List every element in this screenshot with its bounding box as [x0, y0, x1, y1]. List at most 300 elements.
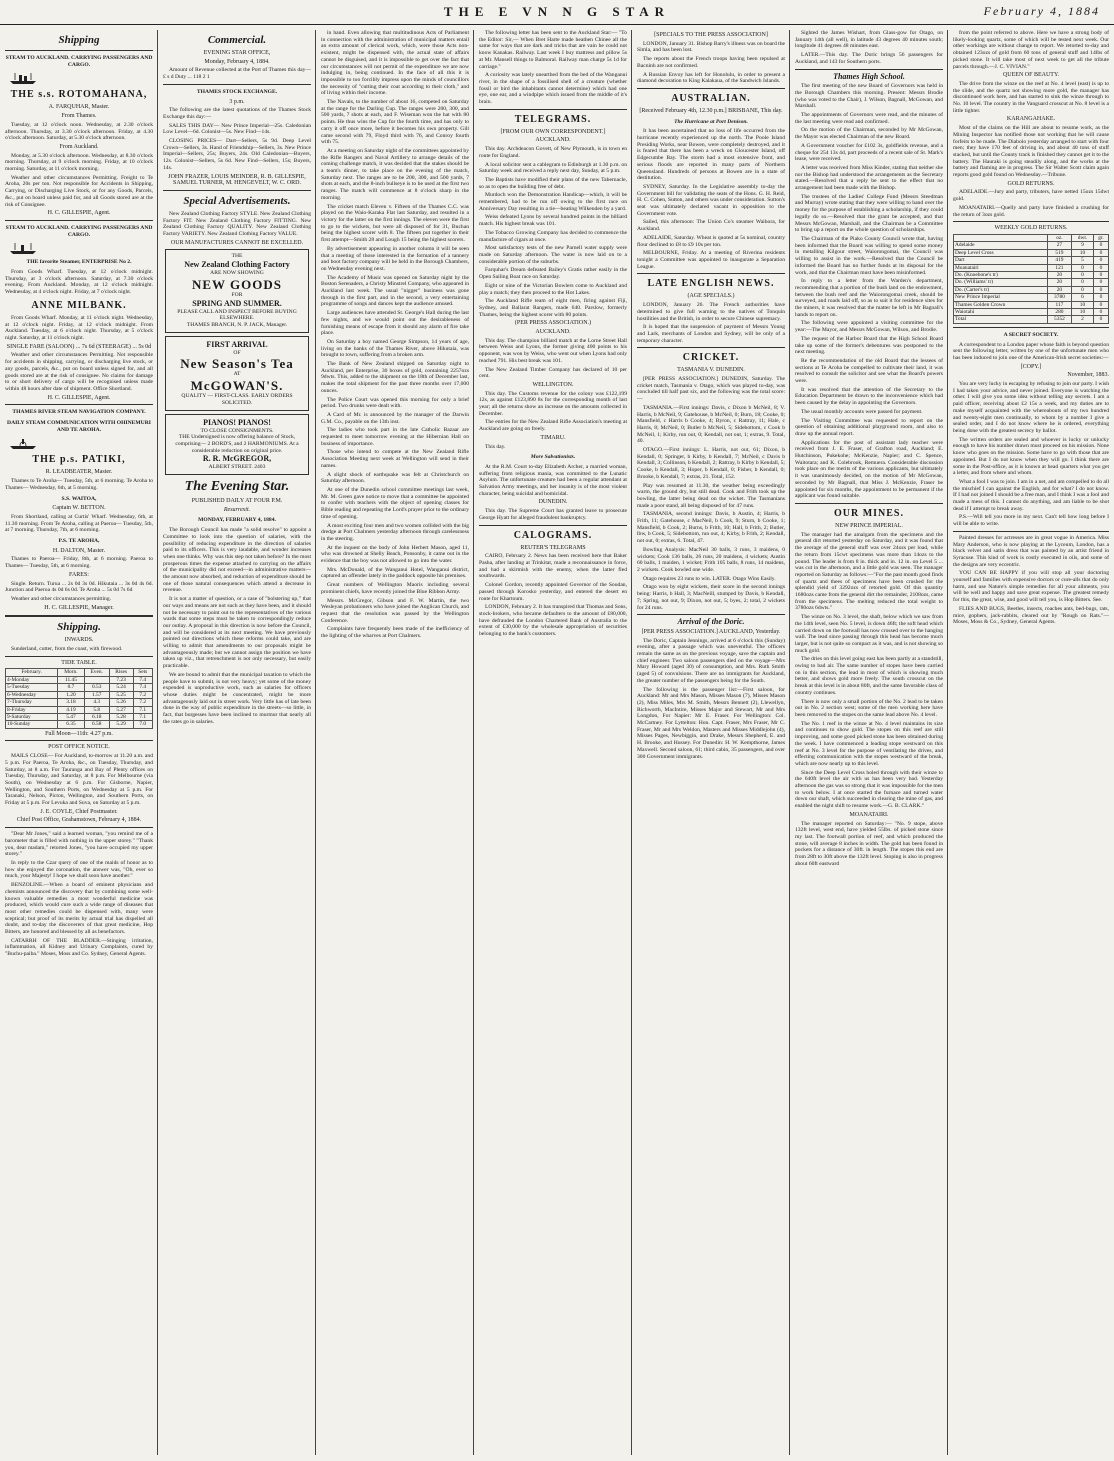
- paper-title: The Evening Star.: [184, 479, 290, 495]
- agent-name: H. C. GILLESPIE, Manager.: [44, 604, 114, 611]
- tide-table-cell: 5.25: [109, 691, 133, 698]
- tide-table-cell: 1.57: [84, 691, 109, 698]
- gold-table-cell: 121: [1047, 264, 1071, 271]
- gold-table-cell: 2: [1072, 316, 1094, 323]
- ad-body: THE Undersigned is now offering balance of Stock, comprising— 2 BORD'S, and 2 HARMONIUMS. At a considerable reduction on original price.: [175, 434, 299, 454]
- tide-table-cell: 5.24: [109, 684, 133, 691]
- ship-master: Captain W. BETTON.: [52, 505, 106, 512]
- paragraph: OTAGO.—First innings: L. Harris, not out, 61; Dixon, b Kendall, 0; Springer, b Kirby, b Kendall, 7; McNeil, c Davis b Kendall, 3; Collinson, b Kendall, 2; Rattray, b Kirby b Kendall, 5; Cooke, b Kendall, 3; Hoper, b Kendall, 0; Fisher, b Kendall, 0; Brooke, b Kendall, 7; extras, 21. Total, 152.: [637, 447, 785, 480]
- agent-name: H. C. GILLESPIE, Agent.: [47, 210, 111, 217]
- paragraph: This day. The Customs revenue for the colony was £122,199 12s, as against £123,890 8s for the corresponding month of last year; all the returns show an increase on the amounts collected in December.: [479, 390, 627, 417]
- column-australian-cricket: [637, 30, 785, 1455]
- gold-table-cell: Adelaide: [954, 242, 1048, 249]
- fare-line: SINGLE FARE (SALOON) ... 7s 6d (STEERAGE) ... 5s 0d: [6, 343, 152, 350]
- tide-table-cell: 5.29: [109, 721, 133, 728]
- paragraph: Otago requires 23 runs to win. LATER. Otago Wins Easily.: [643, 575, 776, 582]
- tide-table-row: [6, 706, 153, 713]
- ad-title: FIRST ARRIVAL: [206, 339, 268, 349]
- paragraph: The request of the Harbor Board that the High School Board take up some of the former's debentures was postponed to the next meeting.: [795, 335, 943, 356]
- paragraph: The Navals, to the number of about 16, competed on Saturday at the range for the Darling Cup. The ranges were 200, 300, and 500 yards, 7 shots at each, and F. Wiseman won the hat with 80 points. He thus wins the Cup for the fourth time, and has only to carry it off once more, before it becomes his own property. Gill came second with 79, Floyd third with 76, and Conroy fourth with 75.: [321, 99, 469, 146]
- ship-name: THE s.s. ROTOMAHANA,: [10, 89, 148, 101]
- paragraph: "Dear Mr Jones," said a learned woman, "you remind me of a barometer that is filled with nothing in the upper storey." "Thank you, dear madam," retorted Jones, "you have occupied my upper storey.": [5, 831, 153, 858]
- paragraph: A Government voucher for £102 3s, goldfields revenue, and a cheque for 254 13s 4d, part proceeds of a recent sale of St. Mark's lease, were received.: [795, 142, 943, 163]
- section-heading-shipping: Shipping: [58, 34, 100, 46]
- stock-exchange-heading: THAMES STOCK EXCHANGE.: [196, 88, 278, 95]
- paragraph: The Borough Council has made "a solid resolve" to appoint a Committee to look into the question of salaries, with the possibility of reducing expenditure in the direction of salaries paid to its officers. This is very laudable, and wonder increases when one thinks. Why was this step not taken before? In the most prosperous times the expense attached to carrying on the affairs of the municipality did not exceed—in administrative matters—the amount now absorbed, and reduction of expenditure should be one of those natural consequences which attend a decrease in revenue.: [163, 527, 311, 594]
- gold-table-cell: Do. (Carter's tr): [954, 286, 1048, 293]
- paragraph: The cricket match Eleven v. Fifteen of the Thames C.C. was played on the Waio-Karaka Flat last Saturday, and resulted in a victory for the latter on the first innings. The eleven were the first to go to the wickets, but were all disposed of for 31, Buchan being the highest scorer with 8. The fifteen put together in their first attempt—Smith 28 and Lough 15 being the highest scorers.: [321, 203, 469, 244]
- gold-table-cell: 20: [1047, 286, 1071, 293]
- ship-master: H. DALTON, Master.: [52, 547, 106, 554]
- gold-table-cell: 27: [1047, 242, 1071, 249]
- ship-name: P.S. TE AROHA,: [58, 538, 100, 545]
- gold-returns-heading: GOLD RETURNS.: [1007, 180, 1055, 187]
- gold-table-row: [954, 257, 1109, 264]
- ad-name: R. R. McGREGOR,: [202, 454, 272, 464]
- paragraph: BENZOLINE.—When a board of eminent physicians and chemists announced the discovery that by combining some well-known valuable remedies a most wonderful medicine was produced, which would cure such a wide range of diseases that most other remedies could be dispensed with, many were sceptical; but proof of its merits by actual trial has dispelled all doubt, and to-day the discoverers of that great medicine, Hop Bitters, are honored and blessed by all as benefactors.: [5, 882, 153, 936]
- fares-heading: FARES:: [69, 571, 89, 578]
- paragraph: LONDON, January 31. Bishop Barry's illness was on board the Simla, and has been lost.: [637, 40, 785, 54]
- paragraph: P.S.—Will tell you more in my next. Can't tell how long before I will be able to write.: [953, 514, 1109, 528]
- mine-heading: KARANGAHAKE.: [1006, 116, 1056, 123]
- cricket-heading: CRICKET.: [682, 352, 740, 364]
- paragraph: Messrs. McGregor, Gibson and F. W. Martin, the two Wesleyan probationers who have joined the Anglican Church, and request that the resolution was passed by the Wellington Conference.: [321, 597, 469, 624]
- telegrams-heading: TELEGRAMS.: [514, 113, 592, 125]
- our-mines-heading: OUR MINES.: [833, 508, 904, 519]
- gold-table-cell: 10: [1072, 249, 1094, 256]
- tide-table-cell: 0.7: [58, 684, 84, 691]
- column-rule: [631, 30, 632, 1455]
- gold-table-cell: 0: [1072, 279, 1094, 286]
- tide-table-cell: 7.4: [133, 684, 152, 691]
- ad-small-text: THE: [231, 253, 243, 260]
- paragraph: The Academy of Music was opened on Saturday night by the Boston Serenaders, a Christy Minstrel Company, who appeared in Auckland last week. The usual "nigger" business was gone through in the first part, and in the second, a very entertaining programme of songs and dances kept the audience amused.: [321, 274, 469, 308]
- tide-table-row: [6, 713, 153, 720]
- tide-table-heading: TIDE TABLE.: [61, 659, 97, 666]
- gold-table-row: [954, 294, 1109, 301]
- column-telegrams: [479, 30, 627, 1455]
- tide-table-cell: 7.1: [133, 713, 152, 720]
- gold-table-row: [954, 264, 1109, 271]
- gold-table-row: [954, 309, 1109, 316]
- australian-heading: AUSTRALIAN.: [671, 92, 751, 104]
- ad-heading: STEAM TO AUCKLAND. CARRYING PASSENGERS AND CARGO.: [5, 55, 153, 68]
- press-association-label: (PER PRESS ASSOCIATION.): [514, 320, 592, 327]
- column-mines-secret-society: [953, 30, 1109, 1455]
- paragraph: We are bound to admit that the municipal taxation to which the people have to submit, is not very heavy; yet some of the money expended is unproductive work, such as salaries for officers whose duties might be concentrated, might be more advantageously laid out in street work. Very little has of late been done in the way of public expenditure in the streets—so little, in fact, that burgesses have been inclined to murmur that nearly all the rates go in salaries.: [163, 671, 311, 725]
- column-shipping: [5, 30, 153, 1455]
- paragraph: It has been ascertained that no loss of life occurred from the hurricane recently experienced up the north. The Poole Island Presiding Works, near Bowen, were completely destroyed, and it is feared that there has been a wreck on Gloucester Island, off Edgecumbe Bay. The storm had a most extensive front, and serious floods are reported in many parts of Northern Queensland. Hundreds of persons at Bowen are in a state of destitution.: [637, 128, 785, 182]
- paragraph: The trustees of the Ladies' College Fund (Messrs Steedman and Murray) wrote stating that they were willing to hand over the money for the purpose of establishing a scholarship, if they could legally do so.—Resolved that the grant be accepted, and that Messrs McGowan, Marshall, and the Chairman be a Committee to bring up a report on the whole question of scholarships.: [795, 193, 943, 234]
- ship-name: THE p.s. PATIKI,: [32, 454, 126, 466]
- gold-table-cell: 0: [1093, 264, 1108, 271]
- pianos-ad: [165, 414, 309, 476]
- ship-name: S.S. WAITOA,: [61, 495, 97, 502]
- tide-table-cell: 7.4: [133, 676, 152, 683]
- office-heading: EVENING STAR OFFICE,: [203, 50, 271, 56]
- paragraph: At the inquest on the body of John Herbert Mason, aged 11, who was drowned at Shelly Beach, Ponsonby, it came out in the evidence that the boy was not allowed to go into the water.: [321, 544, 469, 565]
- article-heading: The Hurricane at Port Denison.: [674, 118, 748, 125]
- tide-table-cell: 3.18: [58, 699, 84, 706]
- schedule-label: From Thames.: [61, 113, 97, 120]
- clothing-factory-list: New Zealand Clothing Factory STYLE. New Zealand Clothing Factory FIT. New Zealand Clothing Factory FITTING. New Zealand Clothing Factory QUALITY. New Zealand Clothing Factory VARIETY. New Zealand Clothing Factory VALUE.: [163, 210, 311, 238]
- tide-table-cell: 9-Saturday: [6, 713, 58, 720]
- tide-table-column-header: Rises: [109, 669, 133, 676]
- tide-table-cell: 6.58: [84, 721, 109, 728]
- gold-table-cell: Waiotahi: [954, 309, 1048, 316]
- column-rule: [473, 30, 474, 1455]
- schedule-text: Monday, at 5.30 o'clock afternoon. Wednesday, at 8.30 o'clock morning. Thursday, at 9 o'clock morning. Friday, at 10 o'clock morning. Saturday, at 11 o'clock morning.: [5, 152, 153, 173]
- schedule-text: From Goods Wharf. Tuesday, at 12 o'clock midnight. Thursday, at 3 o'clock afternoon. Saturday, at 7.30 o'clock evening. From Auckland. Monday, at 12 o'clock midnight. Wednesday, at 4 o'clock night. Friday, at 7 o'clock night.: [5, 269, 153, 296]
- gold-table-cell: 0: [1072, 286, 1094, 293]
- paragraph: TASMANIA, second innings: Davis, b Austin, 4; Harris, b Frith, 11; Gatehouse, c MacNeil, b Cook, 9; Sturn, b Cooke, 1; Mansfield, b Cook, 2; Burns, b Frith, 10; Hall, b Frith, 2; Butler, lbw, b Cook, 5; Sidebottom, run out, 4; Kirby, b Frith, 2; Kendall, not out, 0; extras, 6. Total, 47.: [637, 511, 785, 545]
- gold-table-cell: 20: [1047, 279, 1071, 286]
- paragraph: Murdoch won the Demonstration Handicap—which, it will be remembered, had to be run off owing to the first race on Anniversary Day resulting in a tie—beating Wilkenden by a yard.: [479, 192, 627, 212]
- ad-headline: McGOWAN'S.: [190, 378, 284, 394]
- place-heading: AUCKLAND.: [535, 329, 571, 336]
- post-office-date: Chief Post Office, Grahamstown, February 4, 1884.: [16, 817, 142, 824]
- paragraph: ADELAIDE, Saturday. Wheat is quoted at 5s nominal, country flour declined to £8 to £9 10s per ton.: [637, 234, 785, 248]
- paragraph: You are very lucky in escaping by refusing to join our party. I wish I had taken your advice, and never joined. Everyone is watching the other. I will give you some idea without telling any secrets. I am a paid officer, receiving about £2 15s a week, and my duties are to make myself acquainted with the whereabouts of my two hundred and twenty-eight men continually, to whom by a number I give a sealed order, and I do not know where he is ordered, everything being done with the greatest secrecy by ballot.: [953, 381, 1109, 434]
- gold-table-row: [954, 249, 1109, 256]
- paragraph: Sighted the James Wishart, from Glass-gow for Otago, on January 14th (all well), in latitude 43 degrees 40 minutes south; longitude 41 degrees 48 minutes east.: [795, 30, 943, 50]
- paragraph: The manager had the amalgam from the specimens and the general dirt retorted yesterday on Saturday, and it was found that the average of the general stuff was over 24ozs per load, while the return from 15cwt specimens was more than 14ozs to the pound. The leader is from 8 in. thick and in. 12 in. on Level 5 ... was cut in the afternoon, and a little gold was seen. The manager reported on Saturday as follows:—"For the past month good finds of quartz and thees of specimens have been crushed for the splendid yield of 3292ozs of retorted gold. Of this quantity 1680ozs came from the general dirt the remainder, 2108ozs, came from the specimens. The melting reduced the total weight to 3780ozs 6dwts.": [795, 531, 943, 612]
- issue-date: February 4, 1884: [983, 4, 1100, 18]
- gold-table-cell: Dart: [954, 257, 1048, 264]
- tide-table-cell: 4.3: [84, 699, 109, 706]
- paragraph: On Saturday a boy named George Simpson, 14 years of age, living on the banks of the Thames River, above Hikutaia, was brought to town, suffering from a broken arm.: [321, 338, 469, 359]
- gold-table-cell: New Prince Imperial: [954, 294, 1048, 301]
- tide-table-cell: 10-Sunday: [6, 721, 58, 728]
- paragraph: There is now only a small portion of the No. 2 lead to be taken out in No. 2 section west; some of the men working here have been removed to the stopes on the same lead above No. 4 level.: [795, 698, 943, 718]
- tide-table-column-header: Morn.: [58, 669, 84, 676]
- secret-society-heading: A SECRET SOCIETY.: [1003, 331, 1059, 338]
- gold-table-cell: 0: [1093, 249, 1108, 256]
- gold-table-cell: 0: [1093, 309, 1108, 316]
- paragraph: The entries for the New Zealand Rifle Association's meeting at Auckland are going on freely.: [479, 419, 627, 433]
- paragraph: Sailed, this afternoon: The Union Co's steamer Waihora, for Auckland.: [637, 219, 785, 233]
- column-rule: [789, 30, 790, 1455]
- paragraph: The Tobacco Growing Company has decided to commence the manufacture of cigars at once.: [479, 229, 627, 243]
- paragraph: The following are the latest quotations of the Thames Stock Exchange this day:—: [163, 107, 311, 120]
- weekly-gold-table: [953, 234, 1109, 324]
- gold-table-row: [954, 242, 1109, 249]
- paragraph: This day.: [485, 443, 506, 450]
- paragraph: The Visiting Committee was requested to report on the question of obtaining additional playground room, and also to draw up the annual report.: [795, 417, 943, 437]
- column-high-school-mines: [795, 30, 943, 1455]
- revenue-text: Amount of Revenue collected at the Port of Thames this day— £ s d Duty ... 118 2 1: [163, 67, 311, 81]
- column-local-news: [321, 30, 469, 1455]
- paragraph: The New Zealand Timber Company has declared of 10 per cent.: [479, 366, 627, 380]
- paragraph: Most satisfactory tests of the new Parnell water supply were made on Saturday afternoon. The water is now laid on to a considerable portion of the suburbs.: [479, 245, 627, 265]
- paragraph: The dries on this level going east has been partly at a standstill, owing to bad air. The same number of stopes have been carried on in this section, the lead in most of which is showing much better, and shows gold more freely. The south crosscut on the break at this level is in about 80ft, and the same favorable class of country continues.: [795, 656, 943, 696]
- ad-subheading: DAILY STEAM COMMUNICATION WITH OHINEMURI AND TE AROHA.: [7, 420, 151, 433]
- paragraph: Otago won by eight wickets, their score in the second innings being: Harris, b Hall, 3; MacNeill, stumped by Davis, b Kendall, 7; Spring, not out, 9; Dixon, not out, 5; byes, 2; total, 2 wickets for 24 runs.: [637, 584, 785, 611]
- tide-table-cell: 7.1: [133, 706, 152, 713]
- post-office-text: MAILS CLOSE— For Auckland, to-morrow at 11.20 a.m. and 5 p.m. For Paeroa, Te Aroha, &c., on Tuesday, Thursday, and Saturday, at 8 a.m. For Tauranga and Bay of Plenty offices on Tuesday, Thursday, and Saturday, at 8 p.m. For Melbourne (via South), on Wednesday at 6 p.m. For Gisborne, Napier, Wellington, and Southern Ports, on Wednesday at 5 p.m. For Taranaki, Nelson, Picton, Wellington, and Southern Ports, on Friday at 5 p.m. For Levuka and Suva, on Saturday at 5 p.m.: [5, 753, 153, 807]
- paragraph: Farquhar's Dream defeated Bailey's Gratis rather easily in the Open Sailing Boat race on Saturday.: [479, 267, 627, 281]
- paragraph: Bowling Analysis: MacNeil 30 balls, 3 runs, 3 maidens, 0 wickets; Cook 136 balls, 26 runs, 20 maidens, 4 wickets; Austin 60 balls, 1 maiden, 1 wicket; Frith 105 balls, 8 runs, 14 maidens, 2 wickets. Cook bowled one wide.: [637, 546, 785, 573]
- ad-subtitle: TO CLOSE CONSIGNMENTS.: [200, 427, 274, 434]
- paper-motto: Resurrexit.: [223, 506, 251, 513]
- paragraph: The following is the passenger list:—First saloon, for Auckland: Mr and Mrs Mason, Misses Mason (7), Misses Mason (2), Miss Miles, Mrs M. Smith, Messrs Bennett (2), Llewellyn, Richworth, MacIntire, Misses Major and Stewart, Mr and Mrs Longdon, For Napier: Mr E. Fraser. For Wellington: Col. McCartney. For Lyttelton: Hon. Capt. Fraser, Mrs Fraser, Mr C. Fraser, Mr and Mrs Weldon, Masters and Misses Middlejohn (4), Misses Pages, Newbiggin, and Drake, Messrs Shepherd, E. and H. Brooke, and Hussey. For Dunedin: H. W. Kempthorne, James Maxwell. Second saloon, 61; third cabin, 35 passengers, and over 300 Government immigrants.: [637, 686, 785, 760]
- gold-table-column-header: [954, 234, 1048, 241]
- paragraph: ADELAIDE.—Jury and party, tributers, have netted 15ozs 15dwt gold.: [953, 189, 1109, 203]
- tide-table-cell: 7.0: [133, 721, 152, 728]
- notice-text: Weather and other circumstances Permitting. Not responsible for accidents in shipping, carrying, or discharging live stock, or any goods, parcels, &c., put on board unless signed for, and all goods stored are at the risk of consignee. No claims for damage to or short delivery of cargo will be recognised unless made within 48 hours after date of shipment. Office Shortland.: [5, 352, 153, 392]
- paragraph: At a meeting on Saturday night of the committees appointed by the Rifle Rangers and Naval Artillery to arrange details of the coming challenge match, it was decided that the stakes should be a team's dinner, to take place on the evening of the match, Saturday next. The ranges are to be 200, 300, and 500 yards, 7 shots at each, and the 8-inch bullseye is to be used at the first two ranges. The match will commence at 8 o'clock sharp in the morning.: [321, 147, 469, 201]
- paragraph: LONDON, February 2. It has transpired that Thomas and Sons, stock-brokers, who became defaulters to the amount of £80,000, have defrauded the London Chartered Bank of Australia to the extent of £30,000 by the wholesale appropriation of securities belonging to the bank's customers.: [479, 604, 627, 638]
- agent-name: H. C. GILLESPIE, Agent.: [47, 394, 111, 401]
- paragraph: It is hoped that the suspension of payment of Messrs Young and Lark, merchants of London and Sydney, will be only of a temporary character.: [637, 324, 785, 344]
- gold-table-cell: 0: [1093, 301, 1108, 308]
- paragraph: A Russian Envoy has left for Honolulu, in order to present a diamond decoration to King Kalakaua, of the Sandwich Islands.: [637, 71, 785, 85]
- paragraph: The Chairman of the Piako County Council wrote that, having been informed that the Board was willing to spend some money in metalling Kilgour street, Waiorongomai, the Council was willing to assist in the work.—Resolved that the Council be informed the Board has no further funds at its disposal for the work, and that the Chairman must have been misinformed.: [795, 235, 943, 276]
- paragraph: The usual monthly accounts were passed for payment.: [801, 408, 923, 415]
- clothing-factory-note: OUR MANUFACTURES CANNOT BE EXCELLED.: [170, 239, 304, 246]
- ad-subtitle: SPRING AND SUMMER.: [192, 298, 282, 308]
- paragraph: LONDON, January 26. The French authorities have determined to give full warning to the natives of Tonquin hostilities and the British, in order to secure Chinese supremacy.: [637, 302, 785, 322]
- gold-table-column-header: oz.: [1047, 234, 1071, 241]
- gold-table-cell: 0: [1093, 316, 1108, 323]
- paragraph: Great numbers of Wellington Maoris including several prominent chiefs, have recently joined the Blue Ribbon Army.: [321, 582, 469, 595]
- copy-label: [COPY.]: [1020, 363, 1042, 370]
- newspaper-title: THE E VN N G STAR: [443, 4, 671, 19]
- tide-table: [5, 668, 153, 728]
- paragraph: The first meeting of the new Board of Governors was held in the Borough Chambers this morning. Present: Messrs Brodie (who was voted to the Chair), J. Wilson, Bagnall, McGowan, and Marshall.: [795, 83, 943, 110]
- stock-exchange-time: 3 p.m.: [229, 98, 245, 105]
- weekly-gold-heading: WEEKLY GOLD RETURNS.: [994, 225, 1068, 232]
- gold-table-row: [954, 272, 1109, 279]
- notice-text: Weather and other circumstances permitting.: [11, 595, 112, 602]
- tide-table-cell: [84, 676, 109, 683]
- paragraph: The Police Court was opened this morning for only a brief period. Two drunks were dealt with.: [321, 396, 469, 410]
- paragraph: The following letter has been sent to the Auckland Star:— "To the Editor: Sir,— When Bret Harte made heathen Chinee all the same for ways that are dark and tricks that are vain he could not know Kanakas. Railway. Last week I buy mattress and pillow 5s at Mr. Mansell things to Balmoral. Railway man charge 5s 1d for carriage.": [479, 30, 627, 70]
- paragraph: This day. Archdeacon Govett, of New Plymouth, is in town en route for England.: [479, 146, 627, 159]
- stock-sales: SALES THIS DAY— New Prince Imperial—25s. Caledonian Low Level—6d. Colonist—5s. New Find—14s.: [163, 122, 311, 136]
- cablegrams-subheading: REUTER'S TELEGRAMS: [520, 544, 586, 551]
- ad-title: PIANOS! PIANOS!: [203, 417, 271, 427]
- ship-name: THE favorite Steamer, ENTERPRISE No 2.: [26, 259, 132, 266]
- schedule-text: Thames to Paeroa— Friday, 8th, at 6 morning. Paeroa to Thames— Tuesday, 5th, at 6 morning.: [5, 556, 153, 570]
- gold-table-cell: Do. (Knoebone's tr): [954, 272, 1048, 279]
- paragraph: The reports about the French troops having been repulsed at Bacninh are not confirmed.: [637, 56, 785, 69]
- ad-heading: STEAM TO AUCKLAND. CARRYING PASSENGERS AND CARGO.: [5, 224, 153, 238]
- paragraph: CATARRH OF THE BLADDER.—Stinging irritation, inflammation, all Kidney and Urinary Complaints, cured by "Buchu-paiba." Moses, Moss and Co. Sydney, General Agents.: [5, 937, 153, 958]
- gold-table-cell: Do. (Williams' tr): [954, 279, 1048, 286]
- ad-small-text: QUALITY — FIRST-CLASS. EARLY ORDERS SOLICITED.: [181, 393, 293, 406]
- paragraph: A local solicitor sent a cablegram to Edinburgh at 1.30 p.m. on Saturday week and received a reply next day, Sunday, at 5 p.m.: [479, 161, 627, 175]
- tide-table-cell: 7.2: [133, 699, 152, 706]
- late-english-news-heading: LATE ENGLISH NEWS.: [647, 278, 775, 290]
- gold-table-cell: 10: [1072, 301, 1094, 308]
- gold-table-column-header: dwt.: [1072, 234, 1094, 241]
- paragraph: Re the recommendation of the old Board that the lessees of sections at Te Aroha be compelled to cultivate their land, it was resolved to consult the solicitor and see what the Board's powers were.: [795, 357, 943, 385]
- paragraph: In reply to the Czar query of one of the maids of honor as to how she enjoyed the coronation, the answer was, "Oh, ever so much, your Majesty! I hope we shall soon have another.": [5, 859, 153, 880]
- specials-label: [SPECIALS TO THE PRESS ASSOCIATION]: [654, 32, 768, 38]
- ship-master: A. FARQUHAR, Master.: [48, 104, 110, 111]
- paragraph: Colonel Gordon, recently appointed Governor of the Soudan, passed through Korosko yesterday, and entered the desert en route for Khartoum.: [479, 582, 627, 602]
- post-office-heading: POST OFFICE NOTICE.: [48, 744, 110, 751]
- paragraph: The drive from the winze on the reef at No. 4 level (east) is up to the slide, and the quartz not showing more gold, the manager has discontinued work here, and has started to sink the winze through to No. 10 level. The country in the Vanguard crosscut at No. 8 level is a little tighter.: [953, 80, 1109, 114]
- notice-text: Weather and other circumstances Permitting. Freight to Te Aroha, 20s per ton. Not responsible for Accidents in Shipping, Carrying, or Discharging Live Stock, or for any Goods, Parcels, &c., put on board unless paid for, and all Goods stored are at the risk of Consignee.: [5, 174, 153, 208]
- paragraph: Since the Deep Level Cross holed through with their winze to the 640ft level the air with us has been very bad. Yesterday afternoon the gas was so strong that it was impossible for the men to work below. I at once started the furnace and turned water down our shaft, which succeeded in clearing the mine of gas, and enabled the night shift to resume work.—G. B. CLARK.": [795, 769, 943, 810]
- tide-table-cell: 11.45: [58, 676, 84, 683]
- gold-table-cell: Total: [954, 316, 1048, 323]
- paragraph: In reply to a letter from the Warden's department, recommending that a portion of the bush land on the endowment, between the bush reef and the Waiorongomai creek, should be surveyed, and roads laid off, so as to suit it for residence sites for the miners, it was resolved that the matter be left in Mr Bagnall's hands to report on.: [795, 278, 943, 318]
- paragraph: LATER.—This day. The Doric brings 56 passengers for Auckland, and 143 for Southern ports.: [795, 52, 943, 65]
- paragraph: Most of the claims on the Hill are about to resume work, as the Mining Inspector has notified those not working that he will cause forfeits to be made. The Diabolo yesterday arranged to start with four men; they have 170 feet of driving in, and about 40 tons of stuff stacked, but until the County track is finished they cannot get it to the battery. The Hauraki is going steadily along, and the works at the battery and flaming are in progress. The Sir Walter Scott claim again reports good gold found on Wednesday.—Tribune.: [953, 125, 1109, 179]
- mine-heading: QUEEN OF BEAUTY.: [1002, 72, 1060, 79]
- cricket-subheading: TASMANIA V. DUNEDIN.: [677, 367, 745, 374]
- ad-small-text: AT: [233, 371, 241, 378]
- tide-table-cell: 6-Wednesday: [6, 691, 58, 698]
- gold-table-cell: Deep Level Cross: [954, 249, 1048, 256]
- paragraph: It is not a matter of question, or a case of "bolstering up," that our ways and means are not such as they have been, and it should not be necessary to point out to the representatives of the various wards that some steps must be taken to correspondingly reduce our outlay. A proposal in this direction is now before the Council, and will be considered at its next meeting. We have previously pointed out directions which these reforms could take, and are willing to admit that amendments to our proposals might be advantageously made; but we cannot assign the position we have taken up viz., that retrenchment is not only necessary, but easily practicable.: [163, 596, 311, 670]
- gold-table-cell: 20: [1047, 272, 1071, 279]
- gold-table-cell: 117: [1047, 301, 1071, 308]
- gold-table-cell: 0: [1072, 272, 1094, 279]
- paragraph: in hand. Even allowing that multitudinous Acts of Parliament in connection with the administration of municipal matters entail an extra amount of clerical work, which, were those Acts non-existent, might be dispensed with, the actual state of affairs cannot be disguised, and it is impossible to get over the fact that our circumstances will not permit of the expenditure we are now indulging in, being continued. In the face of all this it is impossible to too forcibly impress upon the minds of councillors the necessity of "cutting their coat according to their cloth," and of living within their income.: [321, 30, 469, 97]
- paragraph: from the point referred to above. Here we have a strong body of likely-looking quartz, some of which will be tested next week. Our other workings are without change to report. We retorted to-day and obtained 123ozs of gold from 60 tons of general stuff and 14lbs of picked stone. It will take most of next week to get all the tribute parcels through.—J. C. VIVIAN.": [953, 30, 1109, 70]
- paragraph: A letter was received from Miss Kinder, stating that neither she nor the Bishop had understood the arrangements as the Secretary stated.—Resolved that a reply be sent to the effect that no arrangement had been made with the Bishop.: [795, 164, 943, 192]
- paragraph: The No. 1 reef in the winze at No. 4 level maintains its size and continues to show gold. The stopes on this reef are still improving, and some good picked stone has been obtained during the week. I have commenced a leading stope westward on this reef at No. 3 level for the purpose of ventilating the drives, and effecting communication with the stopes westward of the break, which are now nearly up to this level.: [795, 720, 943, 767]
- paragraph: Complaints have frequently been made of the inefficiency of the lighting of the wharves at Port Chalmers.: [321, 626, 469, 640]
- paragraph: YOU CAN BE HAPPY if you will stop all your doctoring yourself and families with expensive doctors or cure-alls that do only harm, and use Nature's simple remedies for all your ailments, you will be well and happy and save great expense. The greatest remedy for this, the great, wise, and good will tell you, is Hop Bitters. See.: [953, 570, 1109, 604]
- tide-table-cell: 4.19: [58, 706, 84, 713]
- tide-table-row: [6, 676, 153, 683]
- ad-branch: THAMES BRANCH, N. P. JACK, Manager.: [186, 321, 288, 328]
- tide-table-row: [6, 684, 153, 691]
- paragraph: [PER PRESS ASSOCIATION.] DUNEDIN, Saturday. The cricket match, Tasmania v. Otago, which was played to-day, was concluded till half past six, and the following was the total score:—: [637, 376, 785, 403]
- tide-table-cell: 1.20: [58, 691, 84, 698]
- place-heading: TIMARU.: [540, 434, 566, 441]
- gold-table-row: [954, 301, 1109, 308]
- paragraph: A slight shock of earthquake was felt at Christchurch on Saturday afternoon.: [321, 471, 469, 485]
- ad-title: New Zealand Clothing Factory: [184, 260, 290, 270]
- paragraph: The Auckland Rifle team of eight men, firing against Fiji, Sydney, and Ballarat Rangers, made 640. Parslow, formerly Thames, being the highest scorer with 80 points.: [479, 298, 627, 318]
- mine-heading: MOANATAIRI.: [849, 811, 889, 818]
- tide-table-row: [6, 699, 153, 706]
- paragraph: The Baptists have modified their plans of the new Tabernacle, so as to open the building free of debt.: [479, 176, 627, 190]
- section-heading-commercial: Commercial.: [207, 34, 267, 46]
- paragraph: This day. The champion billiard match at the Lorne Street Hall between Weiss and Lyons, the former giving 400 points to his opponent, was won by Weiss, who went out when Lyons had only reached 791. His best break was 101.: [479, 337, 627, 364]
- schedule-text: Thames to Te Aroha— Tuesday, 5th, at 6 morning. Te Aroha to Thames— Wednesday, 6th, at 5 morning.: [5, 478, 153, 491]
- paragraph: The written orders are sealed and whoever is lucky or unlucky enough to have his number drawn must proceed on his mission. None know who goes on the mission. Some have to go with those that are appointed. But I do not know when they will go. I think there are some in the Post-office, as it is known at head quarters what you get a letter, and from where and whom.: [953, 436, 1109, 477]
- column-rule: [315, 30, 316, 1455]
- paragraph: CAIRO, February 2. News has been received here that Baker Pasha, after landing at Trinkitat, made a reconnaissance in force, and had a skirmish with the enemy, when the latter fled southwards.: [479, 553, 627, 580]
- paragraph: The following were appointed a visiting committee for the year:—The Mayor, and Messrs McGowan, Wilson, and Brodie.: [795, 320, 943, 334]
- paragraph: MOANATAIRI.—Quelly and party have finished a crushing for the return of 3ozs gold.: [953, 204, 1109, 218]
- gold-table-row: [954, 316, 1109, 323]
- gold-table-cell: 0: [1072, 264, 1094, 271]
- paragraph: SYDNEY, Saturday. In the Legislative assembly to-day the Government bill for validating the seats of the Hons. G. H. Reid, H. C. Cohen, Sutton, and others was under consideration. Sutton's seat was ultimately declared vacant in opposition to the Government vote.: [637, 183, 785, 217]
- place-heading: DUNEDIN.: [538, 499, 568, 506]
- paragraph: Painted dresses for actresses are in great vogue in America. Miss Mary Anderson, who is now playing at the Lyceum, London, has a black velvet and satin dress that was painted by an artist friend in Syracuse. This kind of work is costly executed in oils, and some of the designs are very eccentric.: [953, 534, 1109, 568]
- ad-heading: THAMES RIVER STEAM NAVIGATION COMPANY.: [12, 409, 146, 416]
- paragraph: TASMANIA.—First innings: Davis, c Dixon b McNeil, 8; V. Harris, b McNeil, 9; Gatehouse, b McNeil, 0; Burn, 18; Cooke, 0; Mansfield, c Harris b Cooke, 4; Byron, c Rattray, 11; Hale, c Harris, 8; McNeil, 0; Butler b McNeil, 5; Sidebottom, c Cook b McNeil, 1; Kirby, run out, 0; Kendall, not out, 1; extras, 9. Total, 40.: [637, 404, 785, 445]
- paragraph: The ladies who took part in the late Catholic Bazaar are requested to meet tomorrow evening at the Hibernian Hall on business of importance.: [321, 427, 469, 447]
- tide-table-column-header: Even.: [84, 669, 109, 676]
- paragraph: By advertisement appearing in another column it will be seen that a meeting of those interested in the formation of a tannery and boot factory company will be held in the Borough Chambers, on Wednesday evening next.: [321, 245, 469, 272]
- broker-names: JOHN FRAZER, LOUIS MEINDER, R. B. GILLESPIE, SAMUEL TURNER, M. HENGEVELT, W. C. ORD.: [168, 173, 306, 187]
- gold-table-cell: 0: [1093, 294, 1108, 301]
- tide-table-row: [6, 721, 153, 728]
- paddle-steamer-icon: [9, 436, 37, 450]
- paper-subtitle: PUBLISHED DAILY AT FOUR P.M.: [191, 498, 283, 505]
- paragraph: The Doric, Captain Jennings, arrived at 6 o'clock this (Sunday) evening, after a passage which was uneventful. The officers remain the same as on the previous voyage, save the captain and chief engineer. Two saloon passengers died on the voyage—Mrs Mary Howard (aged 30) of consumption, and Mrs. Ruth Smith (aged 5) of convulsions. There are no immigrants for Auckland, the greater number of the passengers being for the South.: [637, 637, 785, 684]
- paragraph: MELBOURNE, Friday. At a meeting of Riverina residents tonight a Committee was appointed to inaugurate a Separation League.: [637, 250, 785, 270]
- tide-table-cell: 5.47: [58, 713, 84, 720]
- article-heading: More Salvationists.: [530, 454, 576, 461]
- tide-table-cell: 7.2: [133, 691, 152, 698]
- gold-table-cell: 0: [1093, 257, 1108, 264]
- ad-small-text: PLEASE CALL AND INSPECT BEFORE BUYING ELSEWHERE.: [177, 308, 297, 322]
- tide-table-cell: 0.53: [84, 684, 109, 691]
- cablegrams-heading: CALOGRAMS.: [513, 529, 593, 541]
- telegrams-subheading: [FROM OUR OWN CORRESPONDENT.]: [500, 128, 606, 135]
- gold-table-cell: 419: [1047, 257, 1071, 264]
- gold-table-cell: Thames Golden Crown: [954, 301, 1048, 308]
- gold-table-cell: 5: [1072, 257, 1094, 264]
- inwards-label: INWARDS.: [64, 637, 94, 644]
- ad-address: ALBERT STREET. 2403: [208, 464, 266, 471]
- gold-table-row: [954, 286, 1109, 293]
- place-heading: AUCKLAND.: [535, 137, 571, 144]
- doric-subheading: [PER PRESS ASSOCIATION.] AUCKLAND, Yesterday.: [641, 628, 781, 635]
- column-commercial: [163, 30, 311, 1455]
- masthead: [0, 0, 1114, 25]
- tide-table-column-header: February.: [6, 669, 58, 676]
- schedule-label: From Auckland.: [59, 143, 99, 150]
- australian-subheading: [Received February 4th, 12.30 p.m.] BRISBANE, This day.: [639, 107, 783, 114]
- inwards-text: Sunderland, cutter, from the coast, with firewood.: [11, 646, 123, 653]
- tide-table-cell: 5.26: [109, 699, 133, 706]
- postmaster-name: J. E. COYLE, Chief Postmaster.: [40, 808, 118, 815]
- doric-heading: Arrival of the Doric.: [677, 617, 745, 627]
- paragraph: The manager reported on Saturday:— "No. 9 stope, above 132ft level, west end, have yielded 55lbs. of picked stone since my last. The footwall portion of reef, and which produced the stone, will average 8 inches in width. The gold has been found in pockets for a distance of 30ft. in length. The stopes this end are from 28ft to 30ft above the 132ft level. Stoping is also in progress about 60ft eastward: [795, 820, 943, 867]
- paragraph: This day. The Supreme Court has granted leave to prosecute George Hyatt for alleged fraudulent bankruptcy.: [479, 508, 627, 521]
- paragraph: It was resolved that the attention of the Secretary to the Education Department be drawn to the inconvenience which had been caused by the delay in appointing the Governors.: [795, 386, 943, 407]
- paragraph: At one of the Dunedin school committee meetings last week, Mr. M. Green gave notice to move that a committee be appointed to confer with teachers with the object of opening classes for Bible reading and repeating the Lord's prayer prior to the ordinary time of opening.: [321, 487, 469, 520]
- paragraph: Weiss defeated Lyons by several hundred points in the billiard match. His highest break was 101.: [479, 214, 627, 228]
- full-moon-note: Full Moon—11th: 4.27 p.m.: [45, 730, 113, 737]
- paragraph: Eight or nine of the Victorian Bowlers come to Auckland and play a match; they then proceed to the Hot Lakes.: [479, 282, 627, 296]
- paragraph: The appointments of Governors were read, and the minutes of the last meeting were read and confirmed.: [795, 112, 943, 125]
- ship-master: R. LEADBEATER, Master.: [45, 469, 113, 476]
- schedule-text: Tuesday, at 12 o'clock noon. Wednesday, at 2.30 o'clock afternoon. Thursday, at 3.30 o'clock afternoon. Friday, at 4.30 o'clock afternoon. Saturday, at 5.30 o'clock afternoon.: [5, 121, 153, 142]
- paragraph: Applications for the post of assistant lady teacher were received from J. E. Fraser, of Grafton road, Auckland; E. Hutchinson, Pukekohe; McKenzie, Napier; and C. Spence, Waitotara; and K. Colebrook, Remuera. Considerable discussion took place on the merits of the various applicants, but ultimately it was unanimously decided, on the motion of Mr McGowan, seconded by Mr Bagnall, that Miss J. McKenzie, Fraser be appointed for six months, the appointment to be permanent if the applicant was found suitable.: [795, 439, 943, 500]
- tide-table-cell: 7-Thursday: [6, 699, 58, 706]
- tide-table-row: [6, 691, 153, 698]
- clothing-factory-ad: [165, 249, 309, 332]
- gold-table-cell: 0: [1093, 286, 1108, 293]
- tide-table-cell: 5.28: [109, 713, 133, 720]
- ad-headline: New Season's Tea: [180, 356, 294, 372]
- paragraph: Mrs. McDonald, of the Wanganui Hotel, Wanganui district, captured an offender lately in the paddock opposite his premises.: [321, 566, 469, 580]
- high-school-heading: Thames High School.: [833, 71, 905, 81]
- ad-small-text: FOR: [231, 291, 243, 298]
- paragraph: On the motion of the Chairman, seconded by Mr McGowan, the Mayor was elected Chairman of the new Board.: [795, 127, 943, 141]
- schedule-text: From Shortland, calling at Curtis' Wharf. Wednesday, 6th, at 11.30 morning. From Te Aroha, calling at Paeroa— Tuesday, 5th, at 7 morning. Thursday, 7th, at 6 morning.: [5, 513, 153, 534]
- gold-table-cell: 0: [1093, 272, 1108, 279]
- gold-table-column-header: gr.: [1093, 234, 1108, 241]
- paragraph: Those who intend to compete at the New Zealand Rifle Association Meeting next week at Wellington will send in their names.: [321, 449, 469, 469]
- paragraph: A correspondent to a London paper whose faith is beyond question sent the following letter, written by one of the unfortunate men who has been induced to join one of the American-Irish secret societies:—: [953, 341, 1109, 361]
- paragraph: The Bank of New Zealand shipped on Saturday night to Auckland, per Enterprise, 30 boxes of gold, containing 2257ozs 9dwts. This, added to the shipment on the 18th of December last, makes the total shipment for the past three months over 17,000 ounces.: [321, 361, 469, 394]
- office-date: Monday, February 4, 1884.: [204, 58, 270, 65]
- tide-table-cell: 8-Friday: [6, 706, 58, 713]
